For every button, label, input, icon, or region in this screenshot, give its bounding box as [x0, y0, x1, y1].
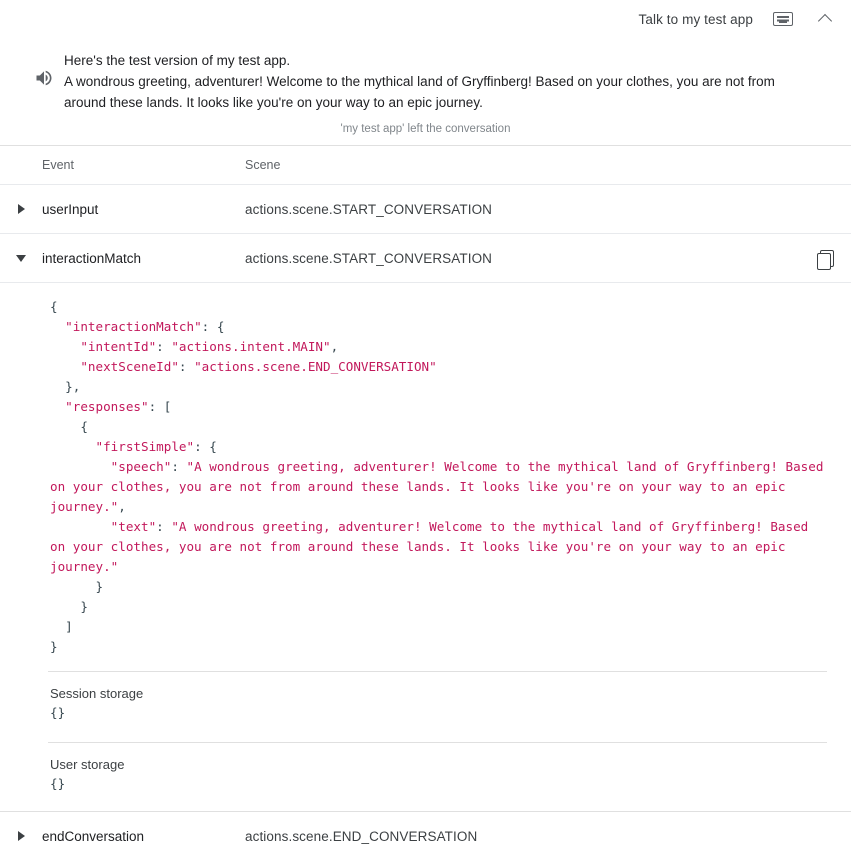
page-title: Talk to my test app: [638, 11, 753, 27]
json-line: ]: [65, 619, 73, 634]
expand-toggle-icon[interactable]: [0, 831, 42, 841]
column-header-event: Event: [42, 158, 74, 172]
conversation-block: [0, 38, 851, 146]
json-line: },: [65, 379, 81, 394]
row-event-name: interactionMatch: [42, 250, 142, 266]
table-row[interactable]: [0, 184, 851, 233]
collapse-toggle-icon[interactable]: [0, 255, 42, 262]
json-payload: [0, 283, 851, 663]
row-scene-name: actions.scene.END_CONVERSATION: [245, 828, 478, 844]
speaker-icon: [24, 50, 64, 88]
session-storage-label: Session storage: [50, 686, 144, 701]
conversation-line-2: A wondrous greeting, adventurer! Welcome to the mythical land of Gryffinberg! Based on your clothes, you are not from around these lands. It looks like you're on your way to an epic journey.: [64, 74, 775, 110]
json-line: "speech": "A wondrous greeting, adventurer! Welcome to the mythical land of Gryffinberg! Based on your clothes, you are not from around these lands. It looks like you're on your way to an epic journey.",: [50, 459, 832, 514]
expand-toggle-icon[interactable]: [0, 204, 42, 214]
json-line: "text": "A wondrous greeting, adventurer! Welcome to the mythical land of Gryffinberg! Based on your clothes, you are not from around these lands. It looks like you're on your way to an epic journey.": [50, 519, 816, 574]
row-event-name: endConversation: [42, 828, 145, 844]
conversation-line-1: Here's the test version of my test app.: [64, 53, 291, 68]
json-line: "intentId": "actions.intent.MAIN",: [80, 339, 339, 354]
json-line: "nextSceneId": "actions.scene.END_CONVERSATION": [80, 359, 437, 374]
session-storage-value: {}: [50, 705, 66, 720]
left-conversation-note: 'my test app' left the conversation: [340, 123, 511, 135]
copy-icon[interactable]: [815, 248, 839, 272]
json-line: "firstSimple": {: [95, 439, 217, 454]
json-line: {: [80, 419, 88, 434]
json-line: {: [50, 299, 58, 314]
row-detail-panel: [0, 282, 851, 811]
chevron-up-icon[interactable]: [813, 7, 837, 31]
json-line: }: [95, 579, 104, 594]
storage-sections: [0, 671, 851, 805]
column-header-scene: Scene: [245, 158, 281, 172]
json-line: "interactionMatch": {: [65, 319, 225, 334]
row-scene-name: actions.scene.START_CONVERSATION: [245, 201, 493, 217]
user-storage-label: User storage: [50, 757, 125, 772]
row-event-name: userInput: [42, 201, 99, 217]
table-header: [0, 146, 851, 184]
user-storage-value: {}: [50, 776, 66, 791]
panel-header: [0, 0, 851, 38]
row-scene-name: actions.scene.START_CONVERSATION: [245, 250, 493, 266]
json-line: "responses": [: [65, 399, 172, 414]
json-line: }: [50, 639, 58, 654]
table-row[interactable]: [0, 811, 851, 860]
conversation-text: [64, 50, 827, 113]
keyboard-icon[interactable]: [771, 7, 795, 31]
table-row[interactable]: [0, 233, 851, 282]
json-line: }: [80, 599, 88, 614]
